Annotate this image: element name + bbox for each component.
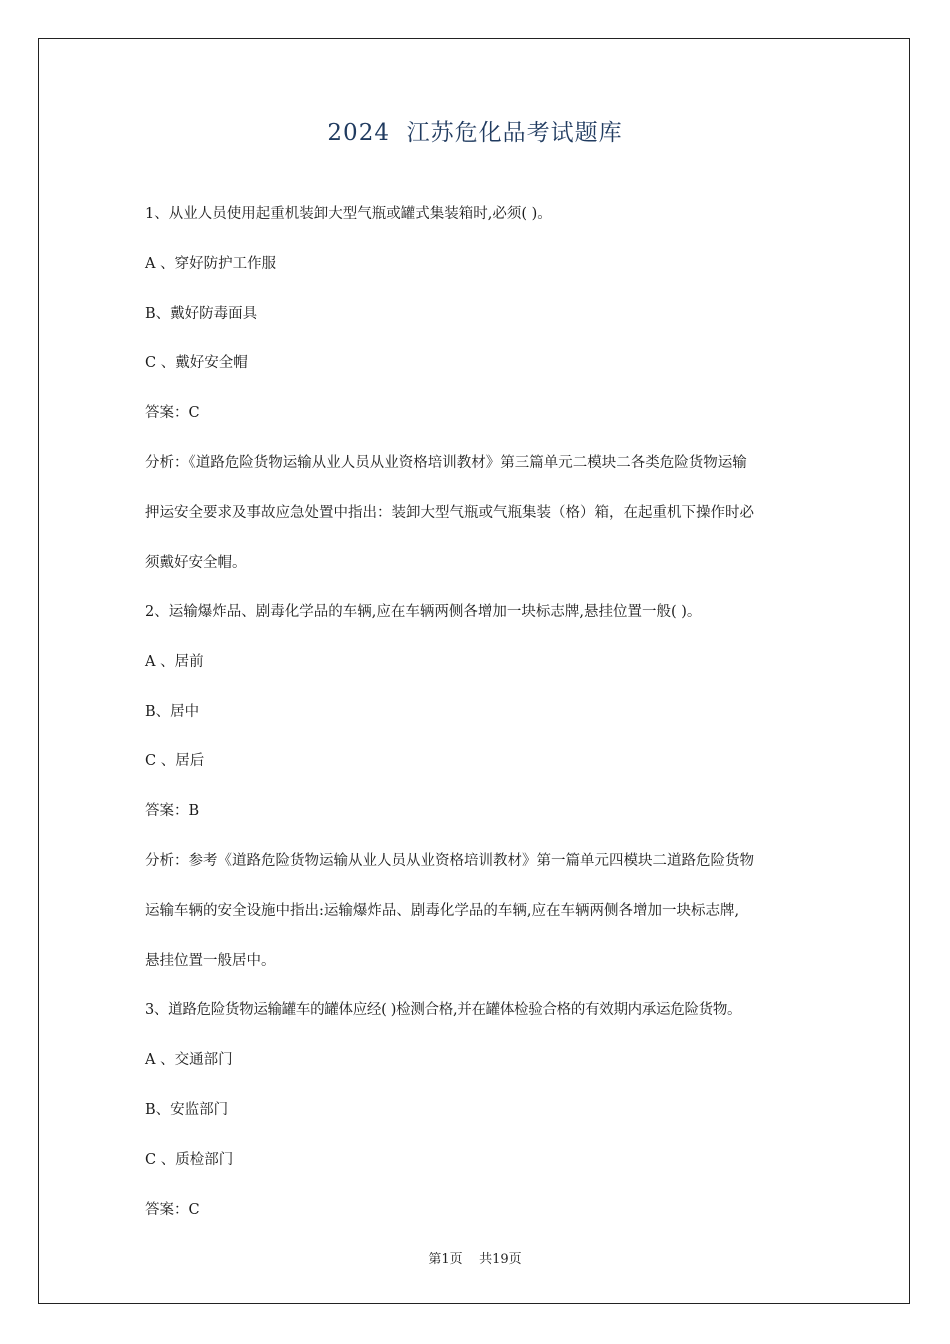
- question-1-analysis-line-1: 分析：《道路危险货物运输从业人员从业资格培训教材》第三篇单元二模块二各类危险货物运输: [145, 455, 747, 471]
- question-2-analysis-line-1: 分析：参考《道路危险货物运输从业人员从业资格培训教材》第一篇单元四模块二道路危险货物: [145, 853, 754, 869]
- document-title: 2024 江苏危化品考试题库: [327, 120, 623, 146]
- question-2-analysis-line-2: 运输车辆的安全设施中指出:运输爆炸品、剧毒化学品的车辆,应在车辆两侧各增加一块标志牌,: [145, 903, 740, 919]
- question-2-option-a: A 、居前: [145, 654, 204, 670]
- question-2-option-c: C 、居后: [145, 753, 205, 769]
- question-1-analysis-line-2: 押运安全要求及事故应急处置中指出：装卸大型气瓶或气瓶集装（格）箱，在起重机下操作时必: [145, 505, 754, 521]
- question-3-option-c: C 、质检部门: [145, 1152, 234, 1168]
- question-3-option-a: A 、交通部门: [145, 1052, 233, 1068]
- question-3-stem: 3、道路危险货物运输罐车的罐体应经( )检测合格,并在罐体检验合格的有效期内承运危险货物。: [145, 1002, 742, 1018]
- question-3-answer: 答案：C: [145, 1202, 200, 1218]
- question-1-option-b: B、戴好防毒面具: [145, 306, 258, 322]
- question-1-stem: 1、从业人员使用起重机装卸大型气瓶或罐式集装箱时,必须( )。: [145, 206, 552, 222]
- question-1-option-c: C 、戴好安全帽: [145, 355, 248, 371]
- question-2-stem: 2、运输爆炸品、剧毒化学品的车辆,应在车辆两侧各增加一块标志牌,悬挂位置一般( )。: [145, 604, 702, 620]
- question-1-answer: 答案：C: [145, 405, 200, 421]
- page-number-footer: 第1页 共19页: [428, 1252, 522, 1267]
- question-1-analysis-line-3: 须戴好安全帽。: [145, 555, 247, 571]
- question-2-analysis-line-3: 悬挂位置一般居中。: [145, 953, 276, 969]
- question-2-answer: 答案：B: [145, 803, 200, 819]
- question-2-option-b: B、居中: [145, 704, 200, 720]
- question-3-option-b: B、安监部门: [145, 1102, 229, 1118]
- question-1-option-a: A 、穿好防护工作服: [145, 256, 277, 272]
